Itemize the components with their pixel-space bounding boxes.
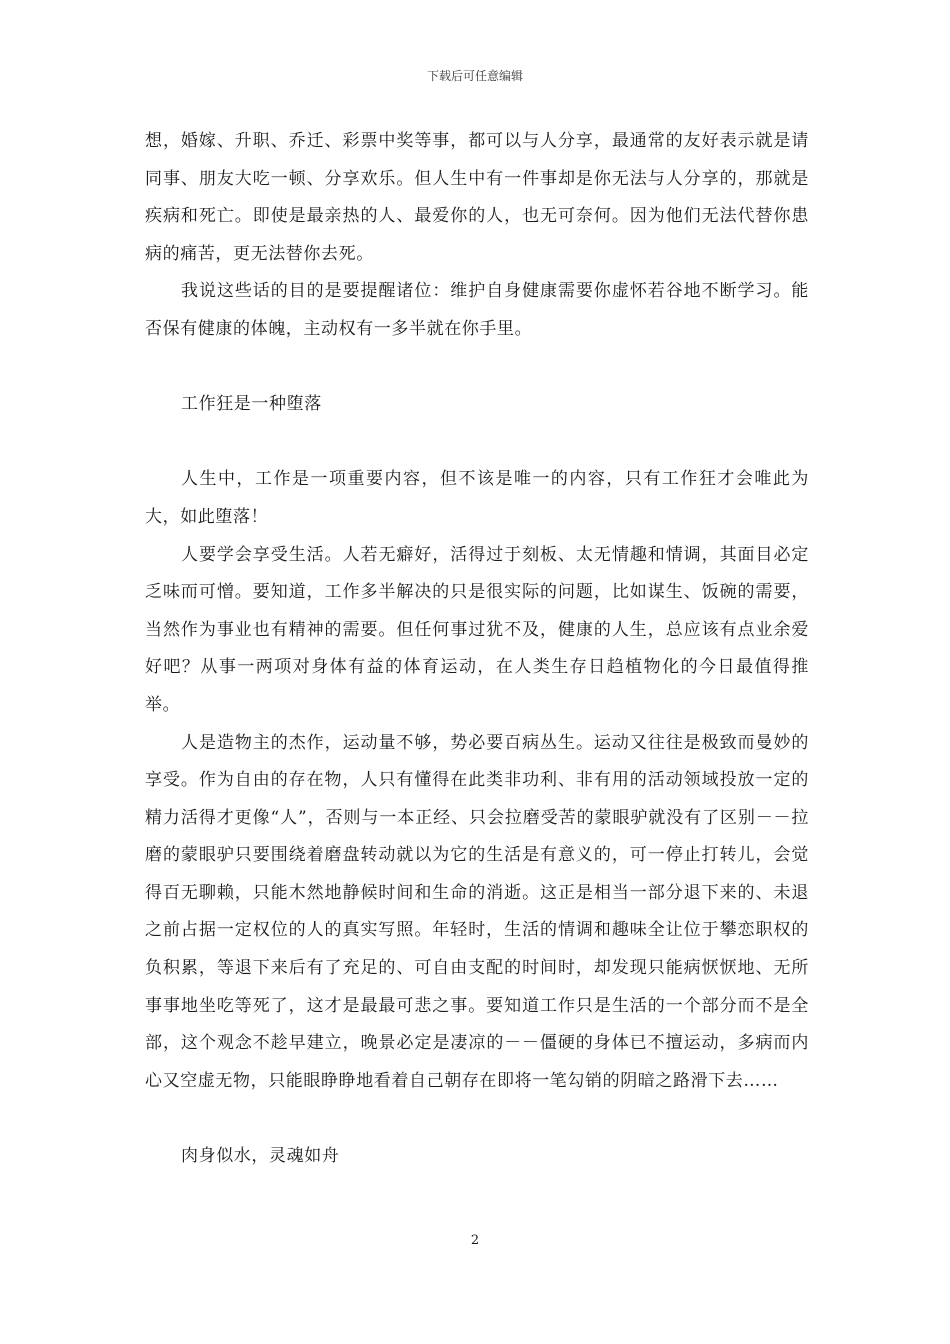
paragraph-3: 人生中，工作是一项重要内容，但不该是唯一的内容，只有工作狂才会唯此为大，如此堕落！ (145, 469, 809, 527)
blank-line (145, 349, 809, 387)
paragraph-4: 人要学会享受生活。人若无癖好，活得过于刻板、太无情趣和情调，其面目必定乏味而可憎。要知道，工作多半解决的只是很实际的问题，比如谋生、饭碗的需要，当然作为事业也有精神的需要。但任何事过犹不及，健康的人生，总应该有点业余爱好吧？从事一两项对身体有益的体育运动，在人类生存日趋植物化的今日最值得推举。 (145, 544, 809, 715)
page-number: 2 (470, 1233, 480, 1248)
paragraph-5: 人是造物主的杰作，运动量不够，势必要百病丛生。运动又往往是极致而曼妙的享受。作为自由的存在物，人只有懂得在此类非功利、非有用的活动领域投放一定的精力活得才更像“人”，否则与一本正经、只会拉磨受苦的蒙眼驴就没有了区别－－拉磨的蒙眼驴只要围绕着磨盘转动就以为它的生活是有意义的，可一停止打转儿，会觉得百无聊赖，只能木然地静候时间和生命的消逝。这正是相当一部分退下来的、未退之前占据一定权位的人的真实写照。年轻时，生活的情调和趣味全让位于攀恋职权的负积累，等退下来后有了充足的、可自由支配的时间时，却发现只能病恹恹地、无所事事地坐吃等死了，这才是最最可悲之事。要知道工作只是生活的一个部分而不是全部，这个观念不趁早建立，晚景必定是凄凉的－－僵硬的身体已不擅运动，多病而内心又空虚无物，只能眼睁睁地看着自己朝存在即将一笔勾销的阴暗之路滑下去…… (145, 732, 809, 1091)
paragraph-2: 我说这些话的目的是要提醒诸位：维护自身健康需要你虚怀若谷地不断学习。能否保有健康的体魄，主动权有一多半就在你手里。 (145, 281, 809, 339)
paragraph-1: 想，婚嫁、升职、乔迁、彩票中奖等事，都可以与人分享，最通常的友好表示就是请同事、朋友大吃一顿、分享欢乐。但人生中有一件事却是你无法与人分享的，那就是疾病和死亡。即使是最亲热的人、最爱你的人，也无可奈何。因为他们无法代替你患病的痛苦，更无法替你去死。 (145, 131, 809, 264)
section-heading-1: 工作狂是一种堕落 (181, 394, 322, 415)
page-header: 下载后可任意编辑 (426, 69, 523, 83)
section-heading-2: 肉身似水，灵魂如舟 (181, 1146, 340, 1167)
blank-line (145, 1100, 809, 1138)
blank-line (145, 424, 809, 462)
document-body (145, 123, 809, 1176)
